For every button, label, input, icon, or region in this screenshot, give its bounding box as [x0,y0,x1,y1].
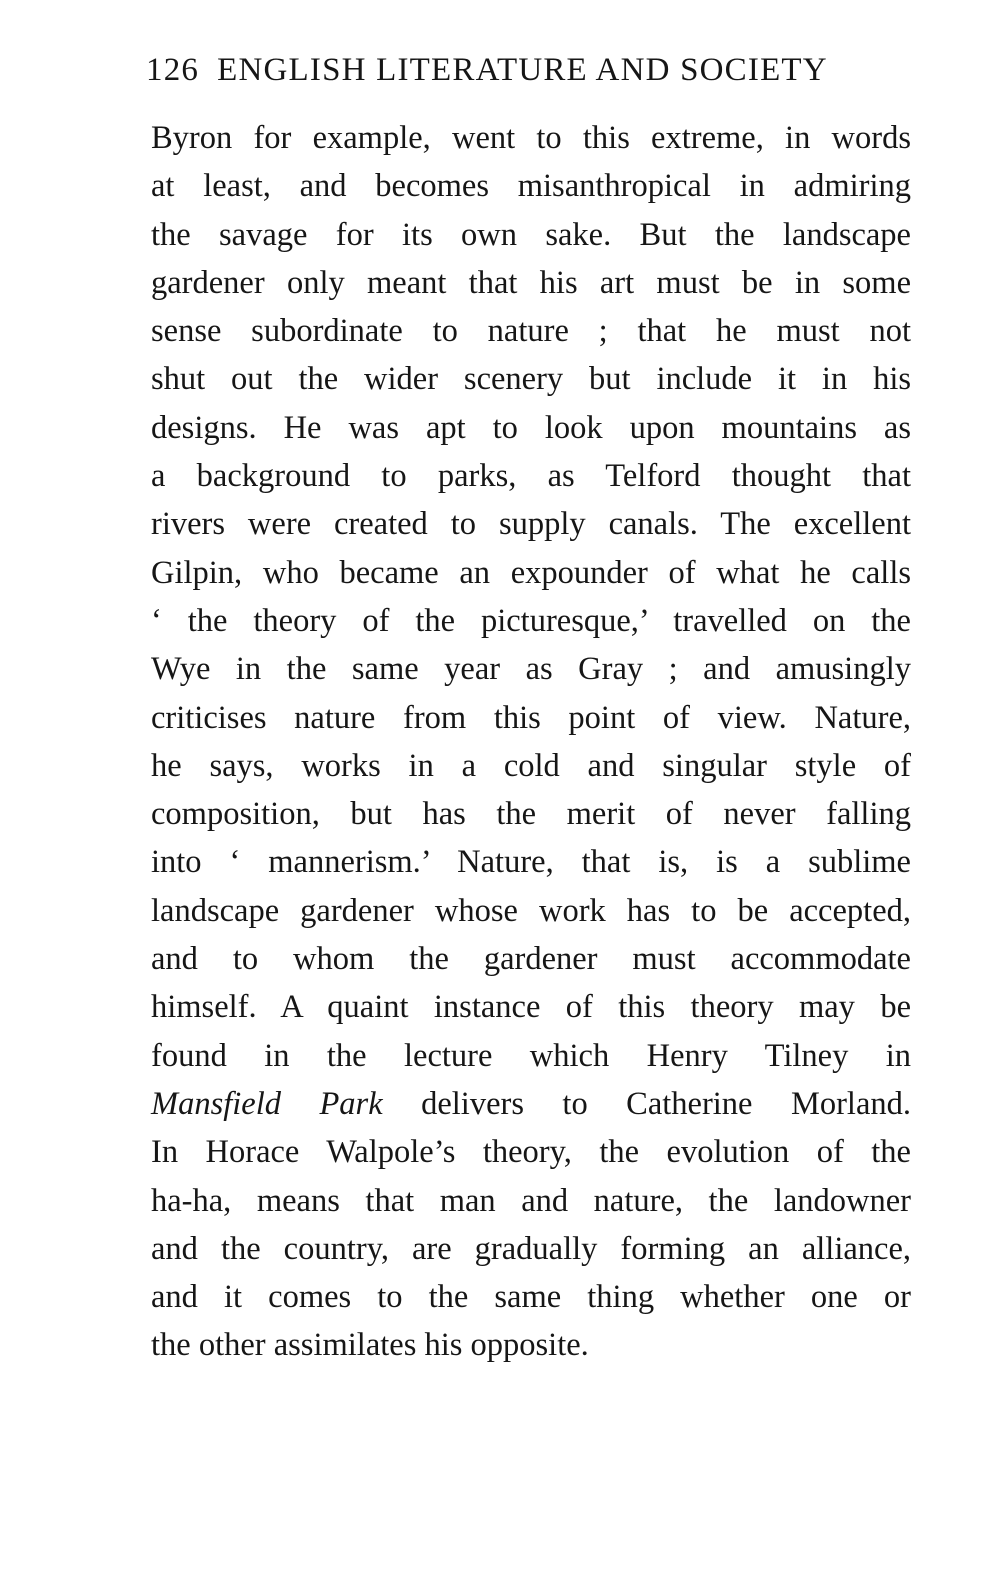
text-line: and the country, are gradually forming an alliance, [151,1230,911,1267]
text-line: at least, and becomes misanthropical in admiring [151,168,911,205]
text-line: rivers were created to supply canals. The excellent [151,506,911,543]
text-line: Byron for example, went to this extreme, in words [151,120,911,156]
body-text [151,114,911,1370]
text-line: In Horace Walpole’s theory, the evolution of the [151,1134,911,1171]
running-title: ENGLISH LITERATURE AND SOCIETY [217,52,828,88]
text-line: criticises nature from this point of view. Nature, [151,699,911,736]
text-line: the savage for its own sake. But the landscape [151,216,911,253]
text-line: shut out the wider scenery but include it in his [151,361,911,398]
text-line: landscape gardener whose work has to be accepted, [151,892,911,929]
text-line-with-title [151,1080,911,1128]
text-line: found in the lecture which Henry Tilney in [151,1037,911,1074]
text-line: and it comes to the same thing whether one or [151,1279,911,1316]
text-line: he says, works in a cold and singular style of [151,747,911,784]
text-line: himself. A quaint instance of this theory may be [151,989,911,1026]
text-line: composition, but has the merit of never falling [151,796,911,833]
book-title-mansfield-park: Mansfield Park [151,1085,383,1122]
text-line: and to whom the gardener must accommodate [151,941,911,978]
text-line: designs. He was apt to look upon mountains as [151,409,911,446]
text-line: ‘ the theory of the picturesque,’ travelled on the [151,602,911,639]
text-line: gardener only meant that his art must be in some [151,264,911,301]
text-line-rest: delivers to Catherine Morland. [382,1085,911,1122]
text-line-last: the other assimilates his opposite. [151,1327,589,1364]
running-head [146,44,910,96]
text-line: Wye in the same year as Gray ; and amusingly [151,651,911,688]
text-line: a background to parks, as Telford thought that [151,458,911,495]
text-line: ha-ha, means that man and nature, the landowner [151,1182,911,1219]
text-line: into ‘ mannerism.’ Nature, that is, is a sublime [151,844,911,881]
page-number: 126 [146,52,200,88]
text-line: sense subordinate to nature ; that he must not [151,313,911,350]
text-line: Gilpin, who became an expounder of what he calls [151,554,911,591]
